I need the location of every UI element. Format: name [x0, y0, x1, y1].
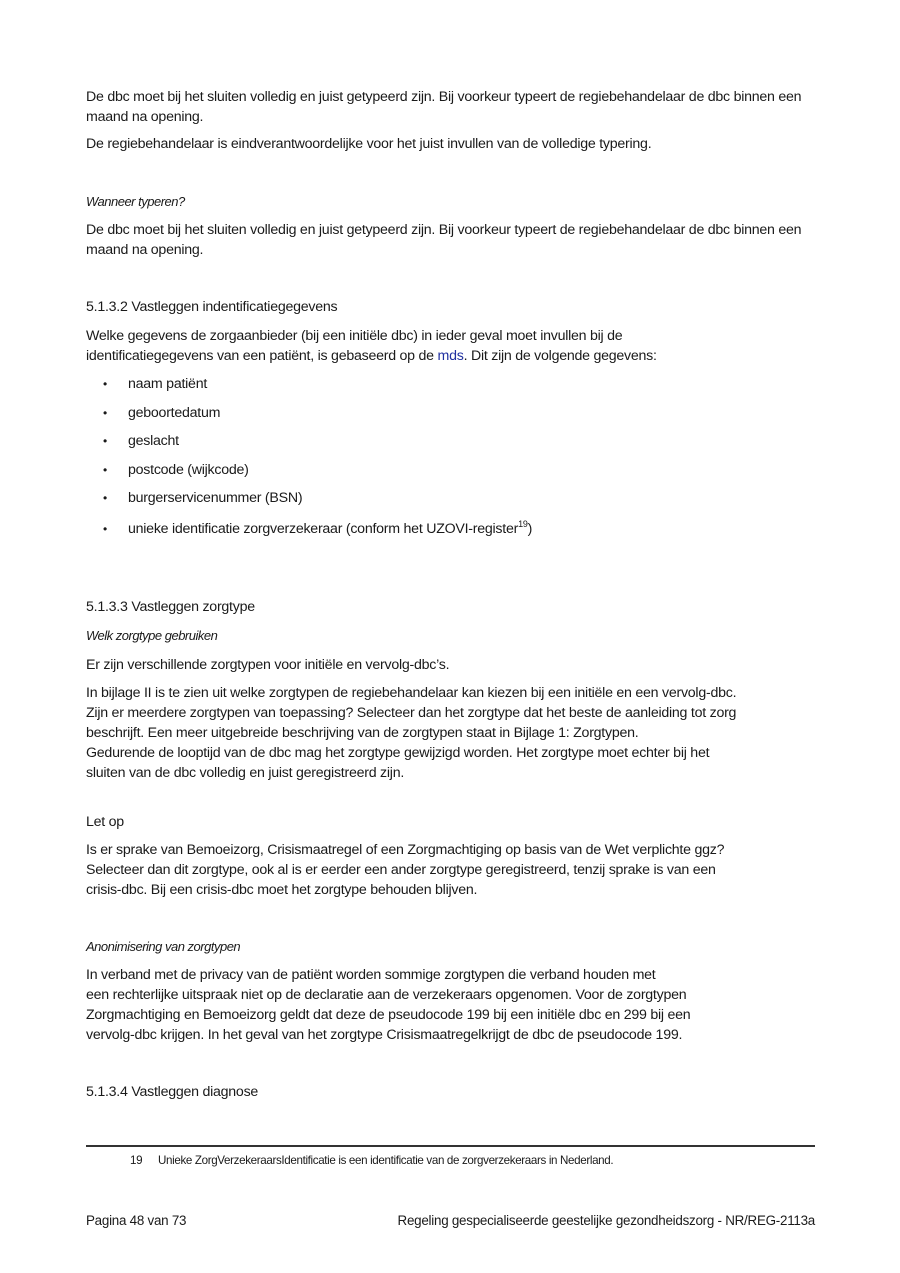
identificatie-bullet-list	[86, 374, 532, 547]
bullet-icon: •	[103, 491, 107, 505]
zorgtype-paragraph-1: Er zijn verschillende zorgtypen voor initiële en vervolg-dbc’s.	[86, 657, 450, 673]
list-item-text: burgerservicenummer (BSN)	[128, 490, 303, 506]
intro-paragraph-2: De regiebehandelaar is eindverantwoordelijke voor het juist invullen van de volledige typering.	[86, 136, 652, 152]
list-item-text: naam patiënt	[128, 376, 208, 392]
list-item-suffix: )	[527, 520, 533, 537]
footnote-text: Unieke ZorgVerzekeraarsIdentificatie is een identificatie van de zorgverzekeraars in Nederland.	[158, 1154, 614, 1167]
list-item	[86, 460, 532, 489]
zorgtype-paragraph-2	[86, 683, 826, 783]
document-title-footer: Regeling gespecialiseerde geestelijke gezondheidszorg - NR/REG-2113a	[397, 1213, 815, 1228]
paragraph-line: In bijlage II is te zien uit welke zorgtypen de regiebehandelaar kan kiezen bij een initiële en een vervolg-dbc.	[86, 685, 737, 701]
paragraph-line: Selecteer dan dit zorgtype, ook al is er eerder een ander zorgtype geregistreerd, tenzij sprake is van een	[86, 862, 716, 878]
list-item	[86, 431, 532, 460]
paragraph-line: crisis-dbc. Bij een crisis-dbc moet het zorgtype behouden blijven.	[86, 882, 478, 898]
paragraph-line: beschrijft. Een meer uitgebreide beschrijving van de zorgtypen staat in Bijlage 1: Zorgtypen.	[86, 725, 639, 741]
footnote-number: 19	[130, 1154, 143, 1167]
bullet-icon: •	[103, 434, 107, 448]
list-item	[86, 403, 532, 432]
wanneer-paragraph: De dbc moet bij het sluiten volledig en juist getypeerd zijn. Bij voorkeur typeert de regiebehandelaar de dbc binnen een maand na opening.	[86, 222, 802, 258]
footnote-reference[interactable]: 19	[518, 518, 528, 529]
identificatie-text-before: Welke gegevens de zorgaanbieder (bij een initiële dbc) in ieder geval moet invullen bij de identificatiegegevens van een patiënt, is gebaseerd op de	[86, 328, 623, 364]
paragraph-line: sluiten van de dbc volledig en juist geregistreerd zijn.	[86, 765, 405, 781]
paragraph-line: Zorgmachtiging en Bemoeizorg geldt dat deze de pseudocode 199 bij een initiële dbc en 299 bij een	[86, 1007, 691, 1023]
list-item	[86, 488, 532, 517]
subheading-welk-zorgtype: Welk zorgtype gebruiken	[86, 628, 218, 643]
identificatie-paragraph	[86, 326, 726, 366]
subheading-wanneer-typeren: Wanneer typeren?	[86, 194, 185, 209]
paragraph-line: vervolg-dbc krijgen. In het geval van het zorgtype Crisismaatregelkrijgt de dbc de pseudocode 199.	[86, 1027, 683, 1043]
list-item-text: unieke identificatie zorgverzekeraar (conform het UZOVI-register	[128, 520, 519, 537]
list-item-text: geslacht	[128, 433, 179, 449]
let-op-paragraph	[86, 840, 826, 900]
paragraph-line: In verband met de privacy van de patiënt worden sommige zorgtypen die verband houden met	[86, 967, 656, 983]
paragraph-line: Zijn er meerdere zorgtypen van toepassing? Selecteer dan het zorgtype dat het beste de aanleiding tot zorg	[86, 705, 737, 721]
bullet-icon: •	[103, 521, 107, 536]
section-heading-5-1-3-2: 5.1.3.2 Vastleggen indentificatiegegevens	[86, 299, 338, 315]
footnote	[130, 1153, 613, 1169]
list-item-text: geboortedatum	[128, 404, 221, 421]
anonimisering-paragraph	[86, 965, 826, 1045]
paragraph-line: Gedurende de looptijd van de dbc mag het zorgtype gewijzigd worden. Het zorgtype moet echter bij het	[86, 745, 710, 761]
let-op-heading: Let op	[86, 814, 124, 830]
footnote-separator	[86, 1145, 815, 1147]
intro-paragraph-1: De dbc moet bij het sluiten volledig en juist getypeerd zijn. Bij voorkeur typeert de regiebehandelaar de dbc binnen een maand na opening.	[86, 89, 802, 125]
bullet-icon: •	[103, 377, 107, 391]
paragraph-line: een rechterlijke uitspraak niet op de declaratie aan de verzekeraars opgenomen. Voor de zorgtypen	[86, 987, 687, 1003]
page-number: Pagina 48 van 73	[86, 1213, 187, 1228]
subheading-anonimisering: Anonimisering van zorgtypen	[86, 939, 241, 954]
bullet-icon: •	[103, 462, 107, 477]
section-heading-5-1-3-4: 5.1.3.4 Vastleggen diagnose	[86, 1084, 259, 1100]
list-item-text: postcode (wijkcode)	[128, 461, 249, 478]
paragraph-line: Is er sprake van Bemoeizorg, Crisismaatregel of een Zorgmachtiging op basis van de Wet verplichte ggz?	[86, 842, 725, 858]
list-item	[86, 374, 532, 403]
identificatie-text-after: . Dit zijn de volgende gegevens:	[463, 348, 657, 364]
mds-link[interactable]: mds	[437, 348, 464, 364]
section-heading-5-1-3-3: 5.1.3.3 Vastleggen zorgtype	[86, 599, 255, 615]
bullet-icon: •	[103, 405, 107, 420]
list-item	[86, 519, 532, 548]
